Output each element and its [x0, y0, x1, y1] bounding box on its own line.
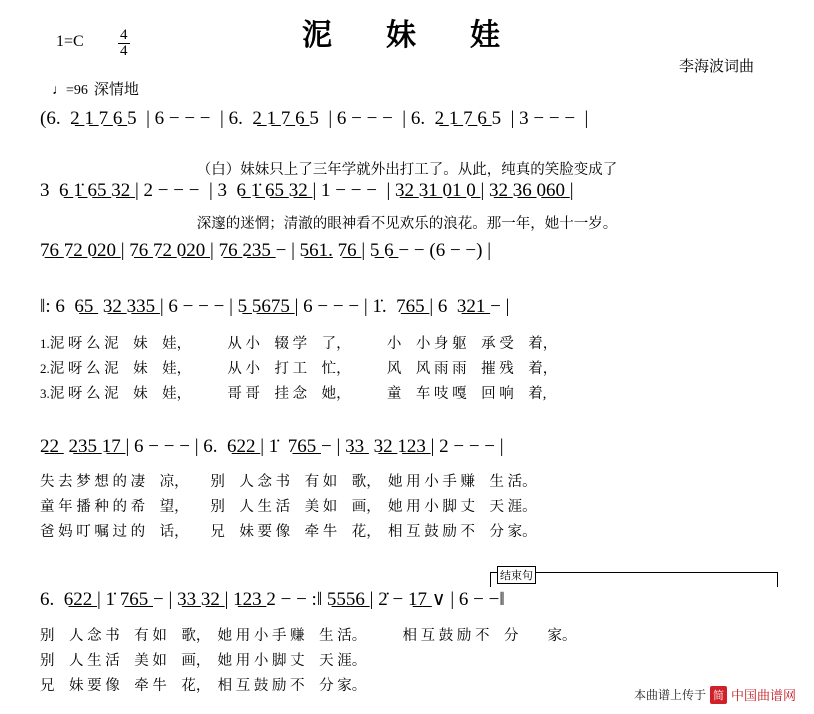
verse3-row-3: 兄 妹 要 像 牵 牛 花， 相 互 鼓 励 不 分 家。: [40, 678, 367, 694]
composer-credit: 李海波词曲: [678, 59, 754, 75]
mood-marking: 深情地: [93, 82, 139, 98]
music-line-6: 6. 6̲2̲2̲ | 1̇ 7̲6̲5̲ − | 3̲3̲ 3̲2̲ | 1̲2̲3̲ 2 − − :‖ 5̲5̲5̲6̲ | 2̇ − 1̲7̲ ∨ | 6 − −‖: [40, 589, 505, 610]
verse2-row-2: 童 年 播 种 的 希 望， 别 人 生 活 美 如 画， 她 用 小 脚 丈 天 涯。: [40, 499, 537, 515]
music-line-2: 3 6̲ 1̲̇ 6̲5̲ 3̲2̲ | 2 − − − | 3 6̲ 1̲̇ 6̲5̲ 3̲2̲ | 1 − − − | 3̲2̲ 3̲1̲ 0̲1̲ 0̲ | 3̲2̲ 3̲6̲ 0̲6̲0̲ |: [40, 180, 574, 201]
spoken-text-1: （白）妹妹只上了三年学就外出打工了。从此，纯真的笑脸变成了: [196, 162, 618, 178]
music-line-4: ‖: 6 6̲5̲ 3̲2̲ 3̲3̲5̲ | 6 − − − | 5̲ 5̲6̲7̲5̲ | 6 − − − | 1̇. 7̲6̲5̲ | 6 3̲2̲1̲ − |: [40, 296, 510, 317]
time-signature-denominator: 4: [120, 43, 128, 59]
verse-row-2: [40, 357, 800, 378]
verse-number-1: 1.: [40, 336, 50, 351]
page-title: 泥 妹 娃: [302, 19, 512, 52]
verse-text-2: 泥 呀 么 泥 妹 娃， 从 小 打 工 忙， 风 风 雨 雨 摧 残 着，: [49, 361, 558, 377]
key-signature: 1=C: [56, 33, 84, 50]
verse-text-1: 泥 呀 么 泥 妹 娃， 从 小 辍 学 了， 小 小 身 躯 承 受 着，: [49, 336, 558, 352]
tempo-marking: [52, 78, 139, 99]
footer-watermark: [634, 685, 796, 704]
tempo-value: ♩=96: [52, 83, 88, 98]
verse2-row-3: 爸 妈 叮 嘱 过 的 话， 兄 妹 要 像 牵 牛 花， 相 互 鼓 励 不 分 家。: [40, 524, 537, 540]
verse3-row-1: 别 人 念 书 有 如 歌， 她 用 小 手 赚 生 活。 相 互 鼓 励 不 分 家。: [40, 628, 577, 644]
verse-number-2: 2.: [40, 361, 50, 376]
verse2-row-1: 失 去 梦 想 的 凄 凉， 别 人 念 书 有 如 歌， 她 用 小 手 赚 生 活。: [40, 474, 537, 490]
verse-row-3: [40, 382, 800, 403]
time-signature-numerator: 4: [120, 27, 128, 43]
site-logo-icon: 简: [710, 686, 727, 704]
spoken-text-2: 深邃的迷惘；清澈的眼神看不见欢乐的浪花。那一年，她十一岁。: [196, 216, 618, 232]
verse-text-3: 泥 呀 么 泥 妹 娃， 哥 哥 挂 念 她， 童 车 吱 嘎 回 响 着,: [49, 386, 547, 402]
verse-number-3: 3.: [40, 386, 50, 401]
verse-row-1: [40, 332, 800, 353]
verse3-row-2: 别 人 生 活 美 如 画， 她 用 小 脚 丈 天 涯。: [40, 653, 367, 669]
time-signature: [118, 28, 130, 59]
music-line-3: 7̲6̲ 7̲2̲ 0̲2̲0̲ | 7̲6̲ 7̲2̲ 0̲2̲0̲ | 7̲6̲ 2̲3̲5̲ − | 5̲6̲1̲. 7̲6̲ | 5̲ 6̲ − − (6 − −) |: [40, 240, 491, 261]
watermark-site: 中国曲谱网: [730, 688, 796, 703]
ending-label: 结束句: [497, 566, 536, 584]
music-line-1: (6. 2̲ 1̲ 7̲ 6̲ 5 | 6 − − − | 6. 2̲ 1̲ 7̲ 6̲ 5 | 6 − − − | 6. 2̲ 1̲ 7̲ 6̲ 5 | 3 − − − |: [40, 108, 589, 129]
music-line-5: 2̲2̲ 2̲3̲5̲ 1̲7̲ | 6 − − − | 6. 6̲2̲2̲ | 1̇ 7̲6̲5̲ − | 3̲3̲ 3̲2̲ 1̲2̲3̲ | 2 − − − |: [40, 436, 504, 457]
watermark-prefix: 本曲谱上传于: [633, 688, 706, 702]
